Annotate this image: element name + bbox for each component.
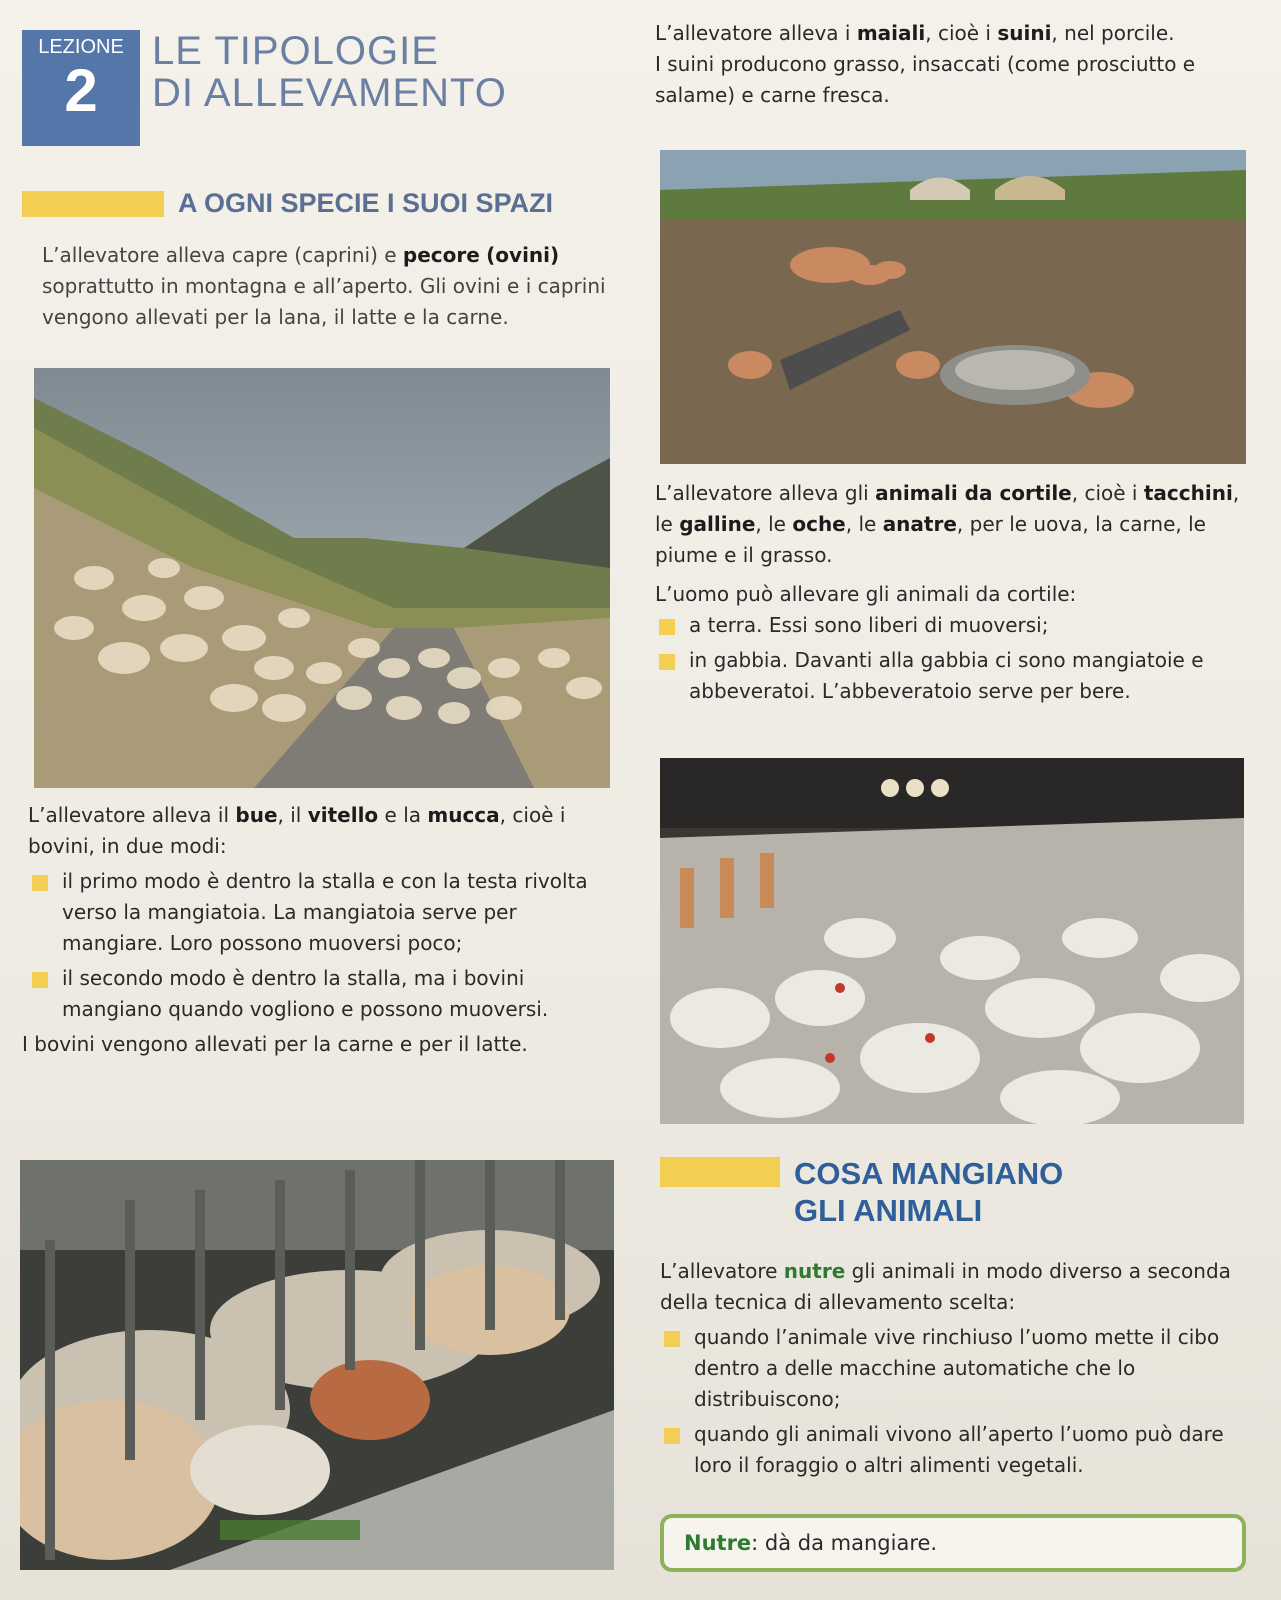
bold-term: oche [792,512,846,536]
list-item [28,866,618,959]
lesson-badge [22,30,140,146]
text-run: , le [755,512,793,536]
definition-box [660,1514,1246,1572]
bovini-section [22,800,618,1060]
bullet-square [32,972,48,988]
bold-term: (ovini) [486,243,560,267]
text-run: , le [655,481,1240,536]
suini-products: I suini producono grasso, insaccati (come prosciutto e salame) e carne fresca. [655,52,1196,107]
bold-term: suini [997,21,1052,45]
text-run: L’allevatore alleva i [655,21,857,45]
bullet-square [664,1428,680,1444]
bullet-square [659,619,675,635]
pigs-photo [660,150,1246,464]
text-run: L’allevatore alleva il [28,803,236,827]
section-title: A OGNI SPECIE I SUOI SPAZI [178,188,554,218]
list-item-text: quando gli animali vivono all’aperto l’uomo può dare loro il foraggio o altri alimenti vegetali. [694,1422,1224,1477]
text-run: , cioè i bovini, in due modi: [28,803,566,858]
bold-term: bue [235,803,278,827]
bold-term: mucca [427,803,500,827]
text-run: , cioè i [925,21,998,45]
lesson-number: 2 [64,57,98,124]
cortile-paragraph [655,478,1245,571]
bold-term: vitello [307,803,379,827]
bovini-paragraph [28,800,618,862]
list-item [655,610,1245,641]
list-item [660,1322,1250,1415]
definition-term: Nutre [684,1531,752,1555]
bold-term: galline [679,512,756,536]
page-title-line1: LE TIPOLOGIE [152,29,439,73]
section-heading-spazi [22,188,553,219]
cibo-paragraph [660,1256,1250,1318]
lesson-word: LEZIONE [38,36,124,58]
cibo-section [660,1256,1250,1485]
list-item-text: il primo modo è dentro la stalla e con la testa rivolta verso la mangiatoia. La mangiatoia serve per mangiare. Loro possono muoversi poco; [62,869,588,955]
bovini-list [28,866,618,1025]
text-run: , per le uova, la carne, le piume e il grasso. [655,512,1206,567]
bullet-square [659,654,675,670]
list-item-text: a terra. Essi sono liberi di muoversi; [689,613,1049,637]
text-run: L’allevatore alleva capre (caprini) e [42,243,403,267]
chickens-photo [660,758,1244,1124]
cortile-intro: L’uomo può allevare gli animali da cortile: [655,582,1077,606]
list-item [28,963,618,1025]
cibo-list [660,1322,1250,1481]
sheep-photo [34,368,610,788]
cortile-section [655,478,1245,711]
section-title-line1: COSA MANGIANO [794,1156,1064,1191]
ovini-paragraph [42,240,612,333]
suini-section [655,18,1245,111]
text-run: L’allevatore alleva gli [655,481,876,505]
text-run: soprattutto in montagna e all’aperto. Gli ovini e i caprini vengono allevati per la lana, il latte e la carne. [42,274,606,329]
list-item [660,1419,1250,1481]
text-run: gli animali in modo diverso a seconda della tecnica di allevamento scelta: [660,1259,1231,1314]
cows-photo [20,1160,614,1570]
page-title [152,30,592,114]
bold-term: maiali [856,21,926,45]
section-marker [22,191,164,217]
text-run: e la [378,803,428,827]
list-item-text: in gabbia. Davanti alla gabbia ci sono mangiatoie e abbeveratoi. L’abbeveratoio serve per bere. [689,648,1204,703]
section-heading-cibo [660,1155,1063,1229]
bold-term: pecore [402,243,480,267]
suini-paragraph [655,18,1245,49]
list-item [655,645,1245,707]
text-run: , nel porcile. [1051,21,1175,45]
cortile-list [655,610,1245,707]
text-run: , le [845,512,883,536]
text-run: , cioè i [1071,481,1144,505]
page-title-line2: DI ALLEVAMENTO [152,71,507,115]
section-title [794,1155,1063,1229]
list-item-text: il secondo modo è dentro la stalla, ma i bovini mangiano quando vogliono e possono muoversi. [62,966,549,1021]
bovini-closing: I bovini vengono allevati per la carne e per il latte. [22,1032,528,1056]
bullet-square [664,1331,680,1347]
section-title-line2: GLI ANIMALI [794,1193,983,1228]
text-run: L’allevatore [660,1259,784,1283]
definition-text: : dà da mangiare. [751,1531,938,1555]
list-item-text: quando l’animale vive rinchiuso l’uomo mette il cibo dentro a delle macchine automatiche che lo distribuiscono; [694,1325,1220,1411]
highlighted-term: nutre [783,1259,846,1283]
bold-term: anatre [882,512,957,536]
bullet-square [32,875,48,891]
section-marker [660,1157,780,1187]
text-run: , il [277,803,308,827]
bold-term: tacchini [1143,481,1233,505]
bold-term: animali da cortile [875,481,1072,505]
